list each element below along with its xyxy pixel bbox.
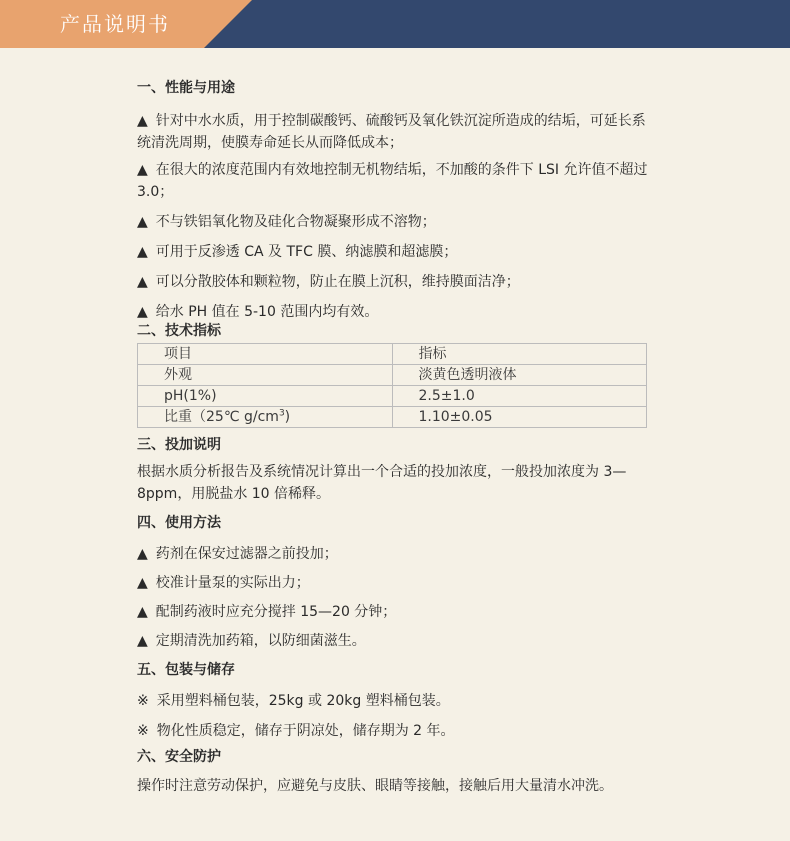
triangle-bullet-icon: ▲ <box>137 214 148 230</box>
list-item: ▲ 校准计量泵的实际出力； <box>137 575 310 591</box>
section-title: 六、安全防护 <box>137 749 221 765</box>
triangle-bullet-icon: ▲ <box>137 304 148 320</box>
table-cell: 比重（25℃ $g/cm^3$) <box>138 407 393 428</box>
triangle-bullet-icon: ▲ <box>137 575 148 591</box>
triangle-bullet-icon: ▲ <box>137 546 148 562</box>
table-row <box>138 407 647 428</box>
section-title: 五、包装与储存 <box>137 662 235 678</box>
triangle-bullet-icon: ▲ <box>137 604 148 620</box>
paragraph: 操作时注意劳动保护，应避免与皮肤、眼睛等接触，接触后用大量清水冲洗。 <box>137 778 613 794</box>
section-title: 一、性能与用途 <box>137 80 235 96</box>
table-cell: 2.5±1.0 <box>392 386 647 407</box>
table-row <box>138 386 647 407</box>
spec-table <box>137 343 647 428</box>
section-packaging <box>137 660 657 742</box>
table-cell: 淡黄色透明液体 <box>392 365 647 386</box>
section-performance <box>137 78 657 323</box>
list-item: ▲ 可用于反渗透 CA 及 TFC 膜、纳滤膜和超滤膜； <box>137 244 458 260</box>
table-cell: pH(1%) <box>138 386 393 407</box>
list-item: ▲ 针对中水水质，用于控制碳酸钙、硫酸钙及氧化铁沉淀所造成的结垢，可延长系统清洗周期，使膜寿命延长从而降低成本； <box>137 113 646 151</box>
table-header-cell: 项目 <box>138 344 393 365</box>
page-header <box>0 0 790 48</box>
table-row <box>138 365 647 386</box>
triangle-bullet-icon: ▲ <box>137 244 148 260</box>
list-item: ▲ 不与铁铝氧化物及硅化合物凝聚形成不溶物； <box>137 214 436 230</box>
section-usage <box>137 513 657 652</box>
triangle-bullet-icon: ▲ <box>137 633 148 649</box>
section-safety <box>137 747 657 797</box>
table-cell: 外观 <box>138 365 393 386</box>
triangle-bullet-icon: ▲ <box>137 162 148 178</box>
list-item: ※ 物化性质稳定，储存于阴凉处，储存期为 2 年。 <box>137 723 455 739</box>
table-header-cell: 指标 <box>392 344 647 365</box>
table-row <box>138 344 647 365</box>
list-item: ▲ 药剂在保安过滤器之前投加； <box>137 546 338 562</box>
reference-mark-icon: ※ <box>137 723 149 739</box>
list-item: ▲ 定期清洗加药箱，以防细菌滋生。 <box>137 633 366 649</box>
list-item: ▲ 在很大的浓度范围内有效地控制无机物结垢，不加酸的条件下 LSI 允许值不超过 3.0； <box>137 162 648 200</box>
triangle-bullet-icon: ▲ <box>137 113 148 129</box>
list-item: ▲ 可以分散胶体和颗粒物，防止在膜上沉积，维持膜面洁净； <box>137 274 520 290</box>
list-item: ※ 采用塑料桶包装，25kg 或 20kg 塑料桶包装。 <box>137 693 450 709</box>
header-title: 产品说明书 <box>60 12 170 36</box>
section-title: 四、使用方法 <box>137 515 221 531</box>
triangle-bullet-icon: ▲ <box>137 274 148 290</box>
section-specifications <box>137 321 657 428</box>
section-dosing <box>137 435 657 505</box>
list-item: ▲ 给水 PH 值在 5-10 范围内均有效。 <box>137 304 379 320</box>
reference-mark-icon: ※ <box>137 693 149 709</box>
section-title: 三、投加说明 <box>137 437 221 453</box>
section-title: 二、技术指标 <box>137 323 221 339</box>
paragraph: 根据水质分析报告及系统情况计算出一个合适的投加浓度，一般投加浓度为 3—8ppm，用脱盐水 10 倍稀释。 <box>137 464 627 502</box>
table-cell: 1.10±0.05 <box>392 407 647 428</box>
list-item: ▲ 配制药液时应充分搅拌 15—20 分钟； <box>137 604 397 620</box>
